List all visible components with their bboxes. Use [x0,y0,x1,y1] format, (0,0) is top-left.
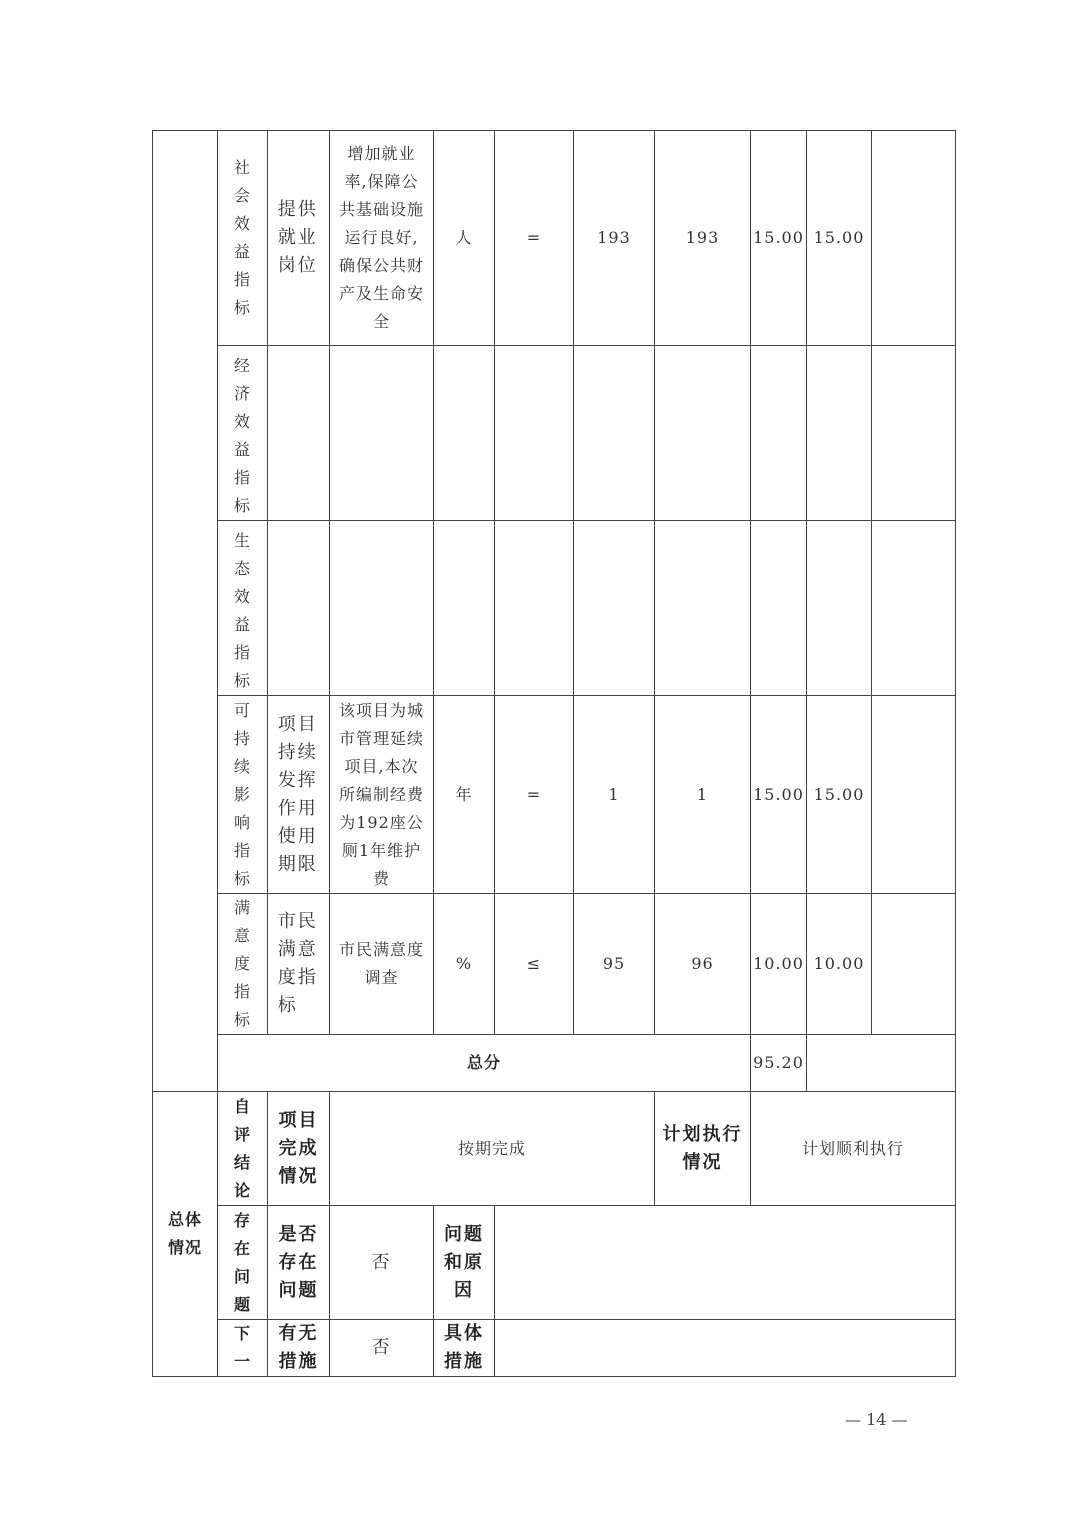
operator-cell: ≤ [495,894,574,1035]
table-row-social [153,131,956,346]
overall-label: 总体情况 [153,1092,218,1377]
table-row-issues [153,1206,956,1320]
issues-label: 存在问题 [218,1206,268,1320]
indicator-cell: 提供就业岗位 [268,131,330,346]
actual-cell: 1 [655,696,751,894]
weight-cell: 15.00 [751,696,807,894]
content-cell: 该项目为城市管理延续项目,本次所编制经费为192座公厕1年维护费 [330,696,434,894]
reason-label: 问题和原因 [434,1206,495,1320]
total-label: 总分 [218,1035,751,1092]
table-row-satisfaction [153,894,956,1035]
exists-value: 否 [330,1206,434,1320]
reason-value [495,1206,956,1320]
content-cell: 市民满意度调查 [330,894,434,1035]
operator-cell: = [495,696,574,894]
actual-cell: 193 [655,131,751,346]
next-label: 下一 [218,1320,268,1377]
target-cell: 193 [574,131,655,346]
score-cell: 15.00 [807,696,872,894]
page-number: — 14 — [845,1410,908,1429]
completion-label: 项目完成情况 [268,1092,330,1206]
category-cell: 满意度指标 [218,894,268,1035]
remark-cell [872,696,956,894]
measures-value: 否 [330,1320,434,1377]
weight-cell: 10.00 [751,894,807,1035]
weight-cell: 15.00 [751,131,807,346]
plan-value: 计划顺利执行 [751,1092,956,1206]
category-cell: 可持续影响指标 [218,696,268,894]
indicator-cell: 市民满意度指标 [268,894,330,1035]
table-row-total [153,1035,956,1092]
table-row-next [153,1320,956,1377]
exists-label: 是否存在问题 [268,1206,330,1320]
self-eval-label: 自评结论 [218,1092,268,1206]
actual-cell: 96 [655,894,751,1035]
specific-label: 具体措施 [434,1320,495,1377]
left-blank-cell [153,131,218,1092]
table-row-ecological [153,521,956,696]
table-row-economic [153,346,956,521]
unit-cell: 人 [434,131,495,346]
score-cell: 10.00 [807,894,872,1035]
target-cell: 1 [574,696,655,894]
operator-cell: = [495,131,574,346]
table-row-sustainable [153,696,956,894]
category-cell: 经济效益指标 [218,346,268,521]
unit-cell: 年 [434,696,495,894]
category-cell: 生态效益指标 [218,521,268,696]
table-row-self-eval [153,1092,956,1206]
remark-cell [872,131,956,346]
total-value: 95.20 [751,1035,807,1092]
category-cell: 社会效益指标 [218,131,268,346]
score-cell: 15.00 [807,131,872,346]
performance-evaluation-table [152,130,956,1377]
indicator-cell: 项目持续发挥作用使用期限 [268,696,330,894]
plan-label: 计划执行情况 [655,1092,751,1206]
target-cell: 95 [574,894,655,1035]
content-cell: 增加就业率,保障公共基础设施运行良好,确保公共财产及生命安全 [330,131,434,346]
remark-cell [872,894,956,1035]
unit-cell: % [434,894,495,1035]
specific-value [495,1320,956,1377]
measures-label: 有无措施 [268,1320,330,1377]
completion-value: 按期完成 [330,1092,655,1206]
